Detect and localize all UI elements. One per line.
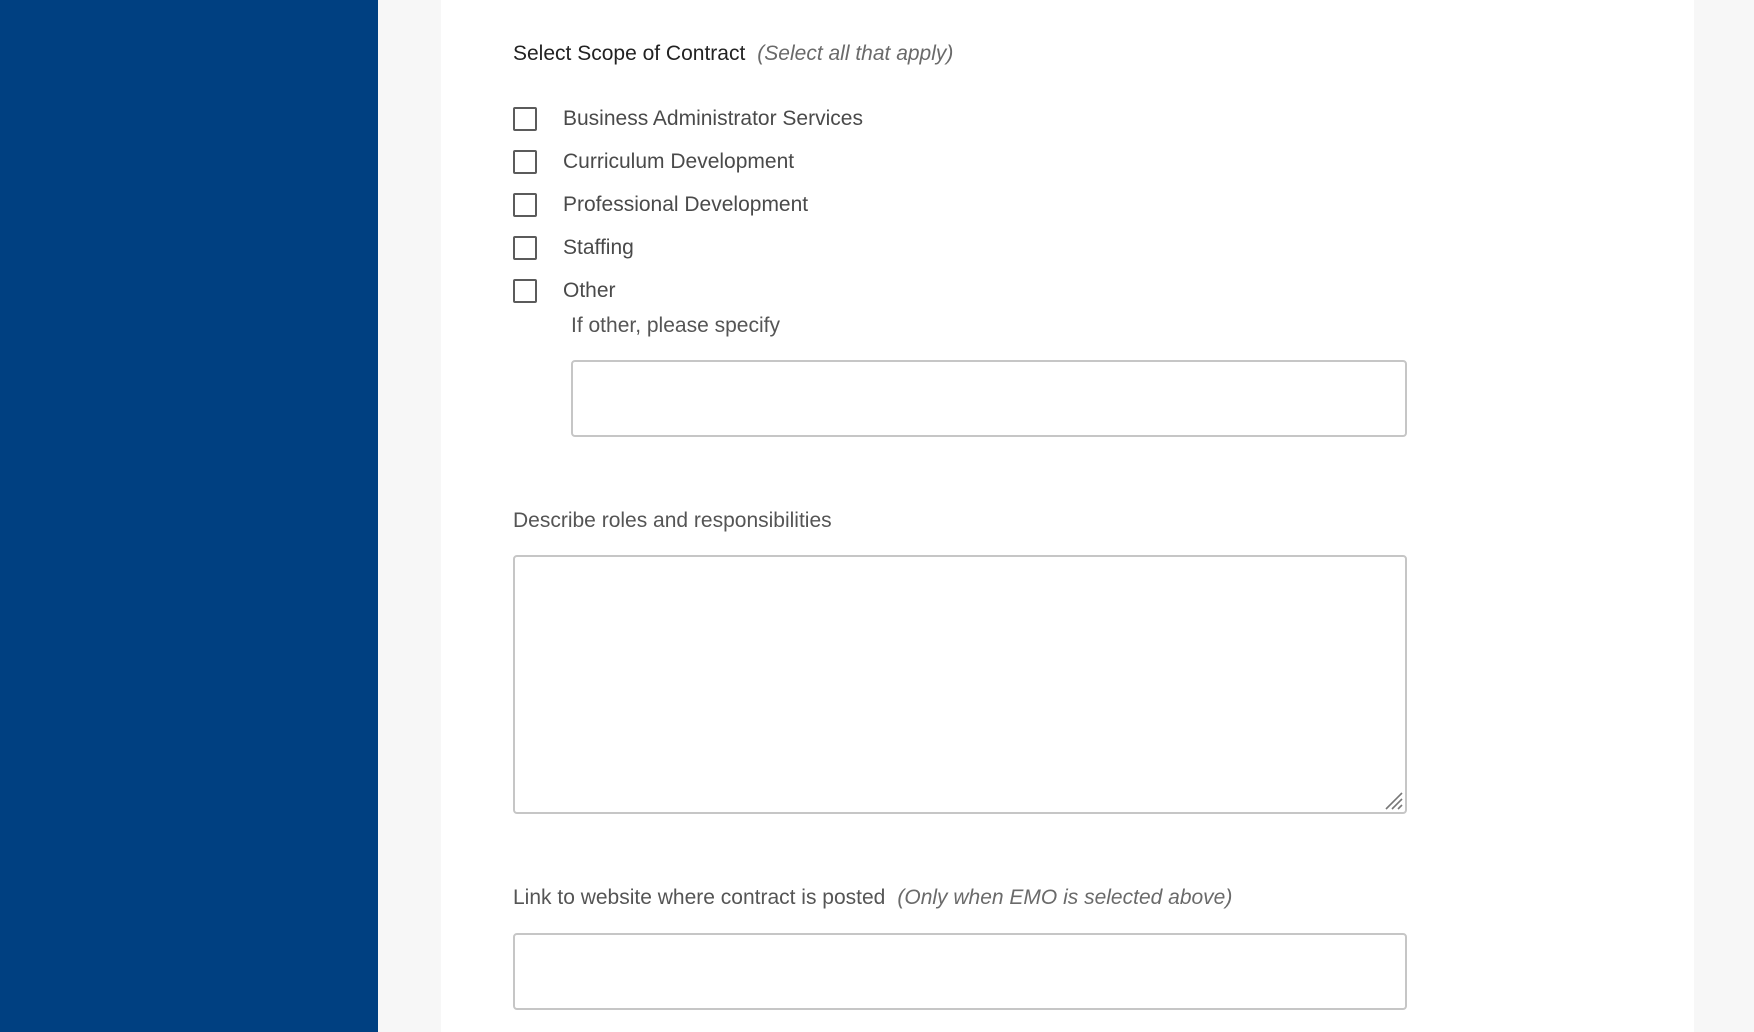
roles-responsibilities-label: Describe roles and responsibilities [513,509,832,532]
scope-title: Select Scope of Contract [513,42,746,65]
checkbox-row-business-administrator-services[interactable] [513,97,863,140]
checkbox-row-curriculum-development[interactable] [513,140,863,183]
checkbox-label: Business Administrator Services [563,106,863,130]
contract-link-hint: (Only when EMO is selected above) [897,886,1233,909]
roles-responsibilities-textarea[interactable] [513,555,1407,814]
other-specify-label: If other, please specify [571,314,780,337]
checkbox-business-administrator-services[interactable] [513,107,537,131]
resize-grip-icon[interactable] [1381,788,1403,810]
checkbox-row-other[interactable] [513,269,863,312]
checkbox-row-staffing[interactable] [513,226,863,269]
checkbox-label: Other [563,278,616,302]
contract-link-input[interactable] [513,933,1407,1010]
checkbox-row-professional-development[interactable] [513,183,863,226]
checkbox-curriculum-development[interactable] [513,150,537,174]
scope-hint: (Select all that apply) [757,42,954,65]
scope-of-contract-heading [513,42,953,66]
other-specify-input[interactable] [571,360,1407,437]
contract-link-label: Link to website where contract is posted [513,886,886,909]
checkbox-professional-development[interactable] [513,193,537,217]
checkbox-other[interactable] [513,279,537,303]
checkbox-label: Professional Development [563,192,809,216]
checkbox-staffing[interactable] [513,236,537,260]
sidebar [0,0,378,1032]
checkbox-label: Curriculum Development [563,149,795,173]
scope-checkbox-list [513,97,863,312]
checkbox-label: Staffing [563,235,634,259]
contract-link-heading [513,886,1232,910]
